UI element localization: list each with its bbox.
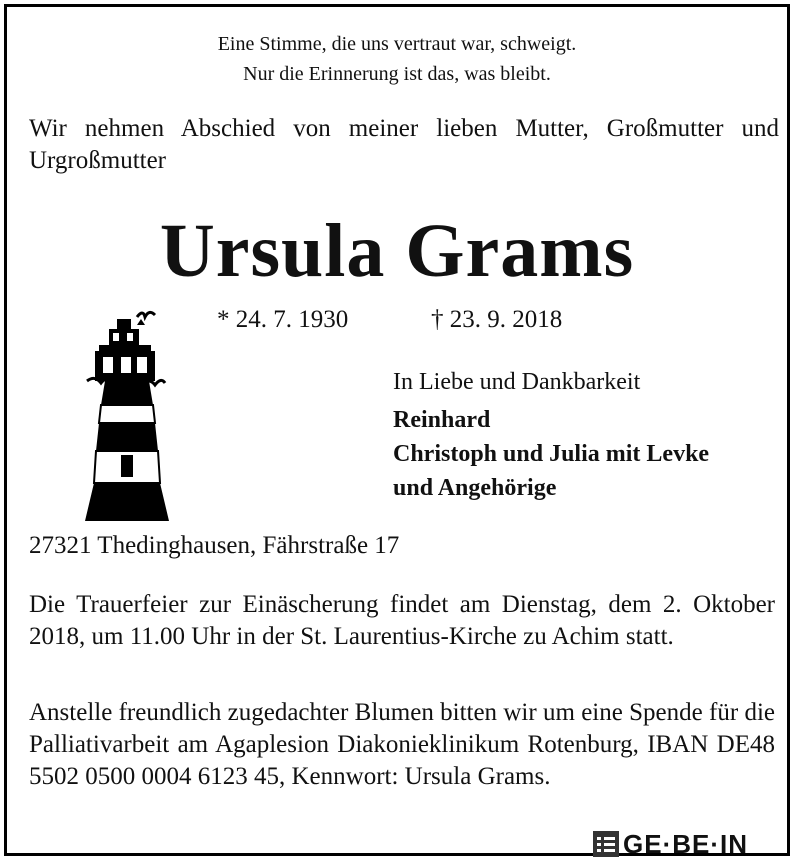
lighthouse-with-gulls-icon xyxy=(79,305,169,523)
publisher-name: GE·BE·IN xyxy=(623,828,748,859)
address: 27321 Thedinghausen, Fährstraße 17 xyxy=(29,532,400,559)
mourner-name: Reinhard xyxy=(393,407,491,433)
quote-line-1: Eine Stimme, die uns vertraut war, schweigt. xyxy=(217,33,577,55)
publisher-logo xyxy=(593,829,748,859)
intro-text: Wir nehmen Abschied von meiner lieben Mutter, Großmutter und Urgroßmutter xyxy=(29,115,779,174)
ceremony-text: Die Trauerfeier zur Einäscherung findet am Dienstag, dem 2. Oktober 2018, um 11.00 Uhr in der St. Laurentius-Kirche zu Achim statt. xyxy=(29,591,775,650)
gebein-logo-icon xyxy=(593,831,619,857)
birth-date: * 24. 7. 1930 xyxy=(217,306,349,333)
donation-text: Anstelle freundlich zugedachter Blumen bitten wir um eine Spende für die Palliativarbeit am Agaplesion Diakonieklinikum Rotenburg, IBAN DE48 5502 0500 0004 6123 45, Kennwort: Ursula Grams. xyxy=(29,699,775,790)
deceased-name: Ursula Grams xyxy=(159,209,635,293)
mourner-name: und Angehörige xyxy=(393,475,557,501)
quote-line-2: Nur die Erinnerung ist das, was bleibt. xyxy=(243,63,551,85)
mourner-name: Christoph und Julia mit Levke xyxy=(393,441,710,467)
signoff-phrase: In Liebe und Dankbarkeit xyxy=(393,369,641,395)
death-date: † 23. 9. 2018 xyxy=(431,306,563,333)
obituary-notice xyxy=(4,4,790,859)
